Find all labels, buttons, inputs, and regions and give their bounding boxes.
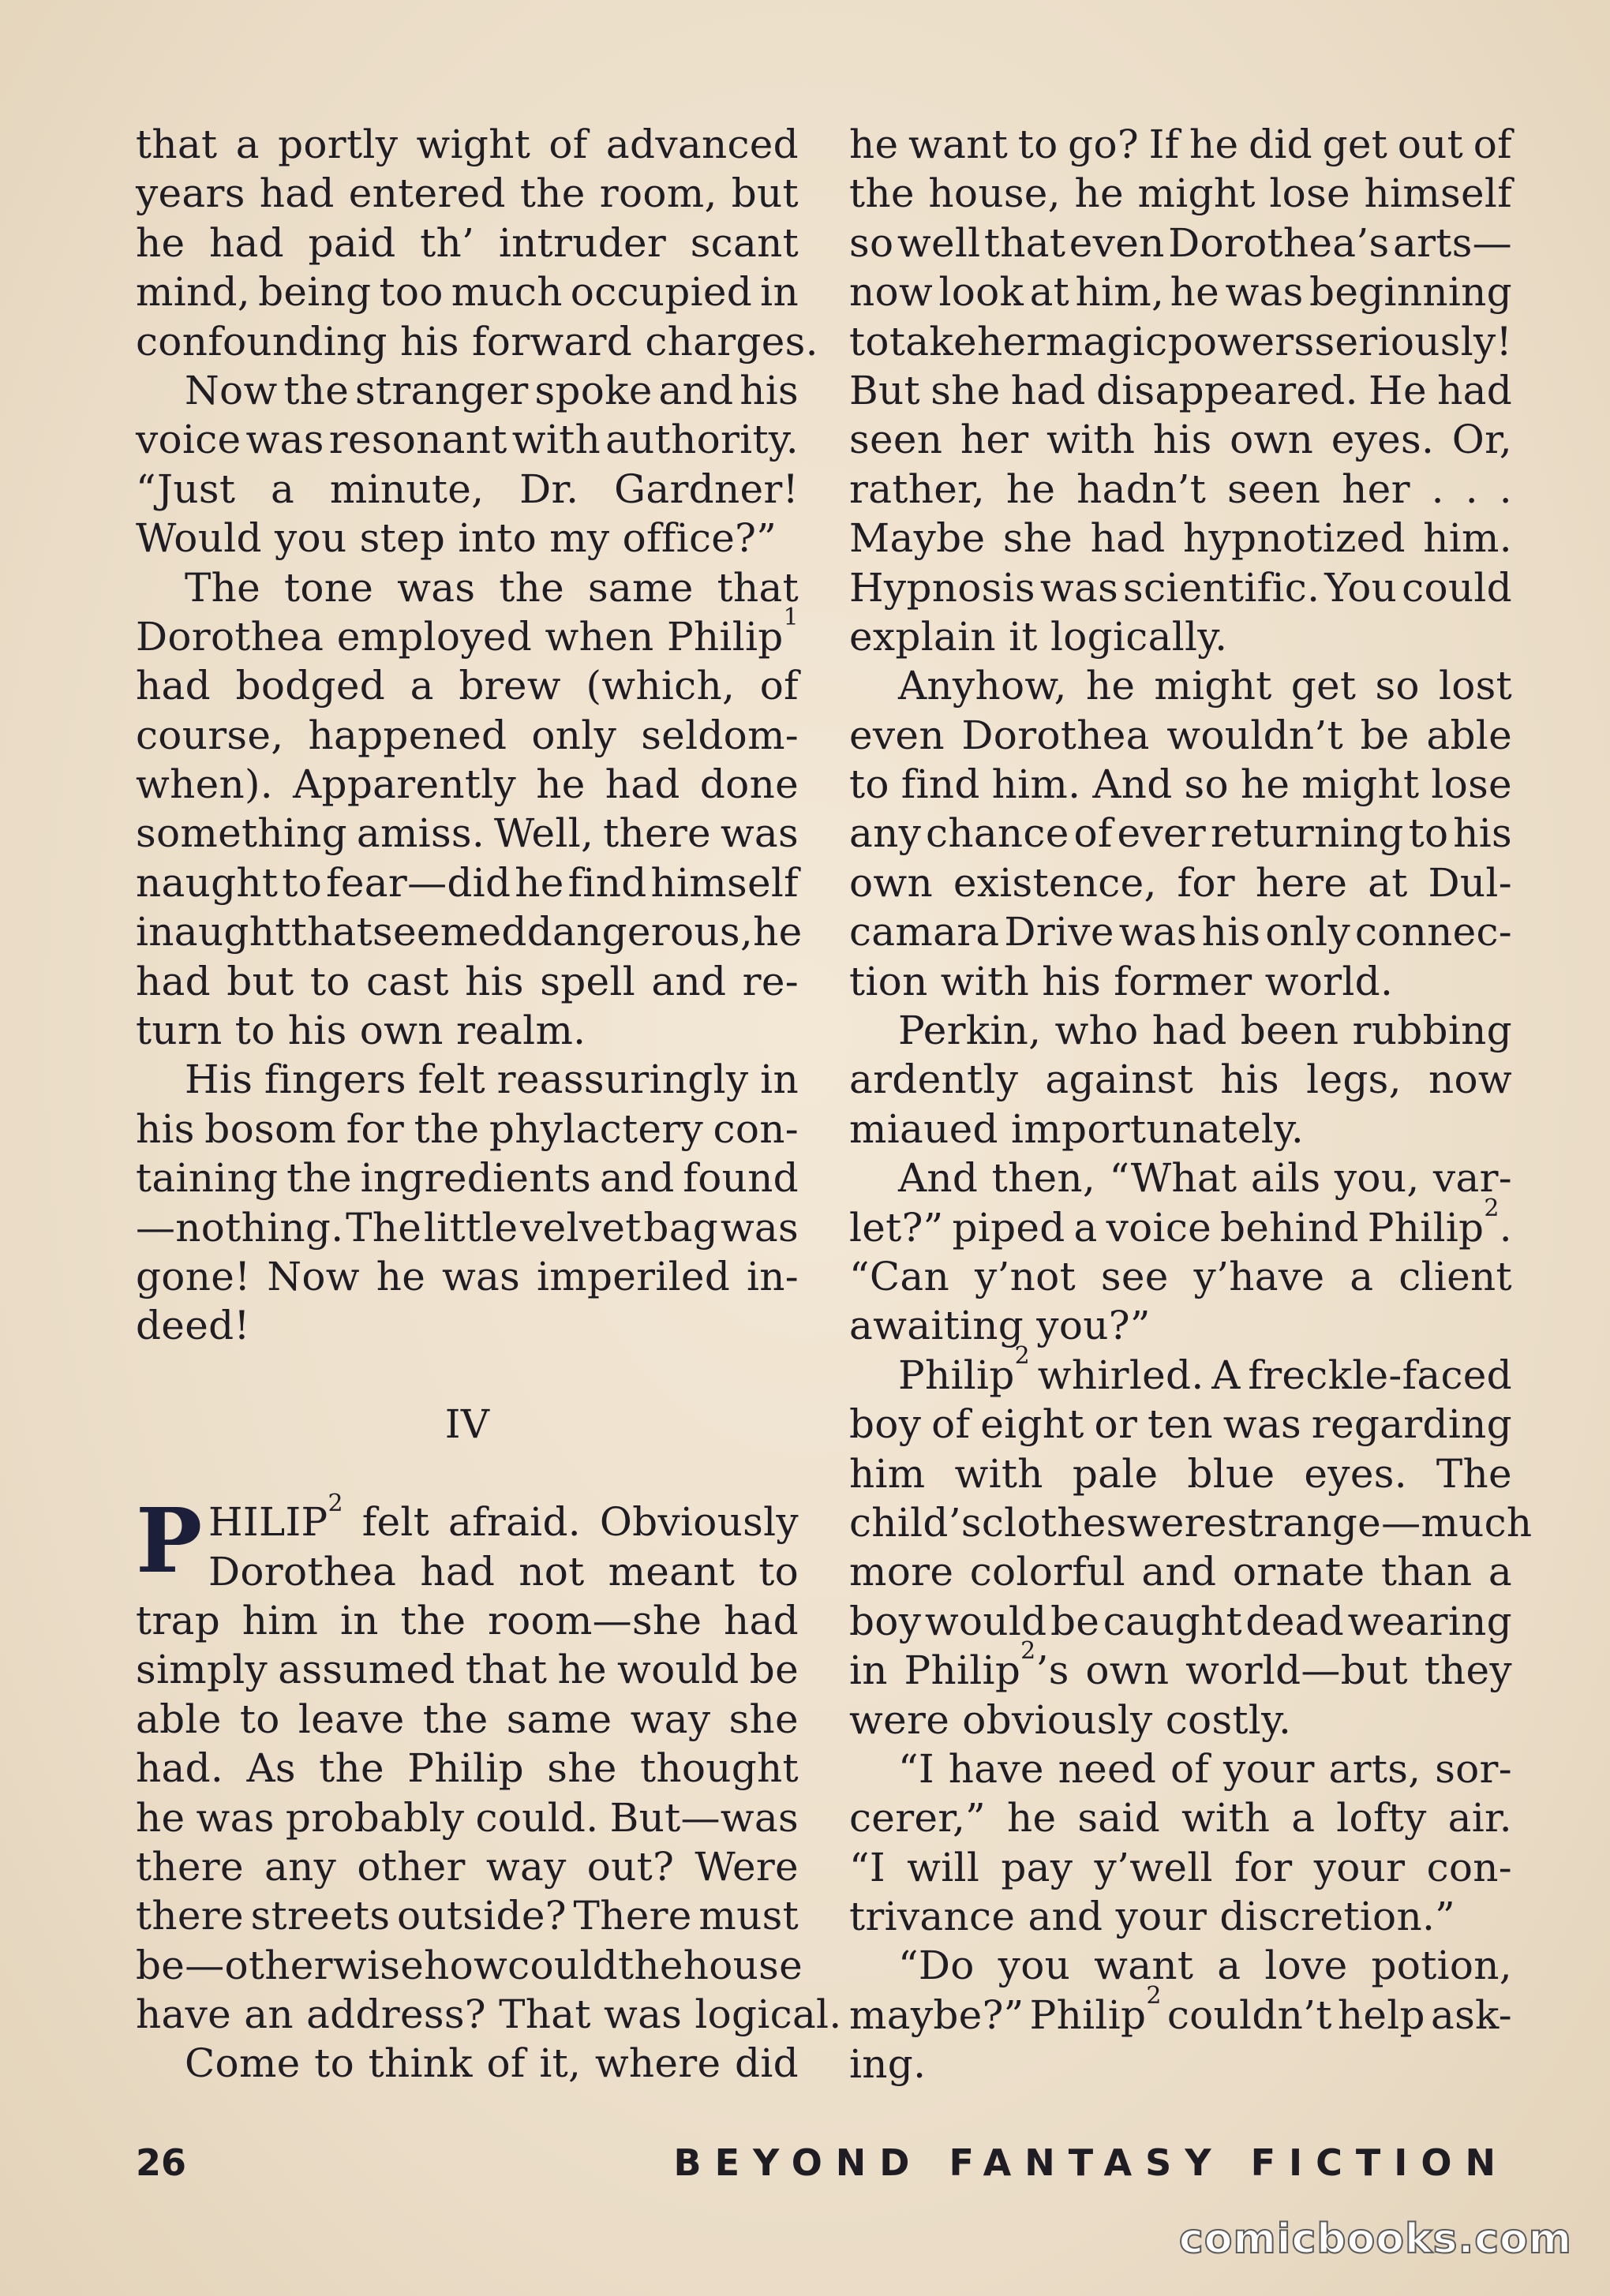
- text-line: Would you step into my office?”: [136, 515, 777, 562]
- text-line: years had entered the room, but: [136, 170, 799, 217]
- text-line: that a portly wight of advanced: [136, 122, 799, 167]
- text-line: had. As the Philip she thought: [136, 1745, 799, 1792]
- text-line: Hypnosis was scientific. You could: [849, 564, 1512, 611]
- text-line: awaiting you?”: [849, 1303, 1151, 1349]
- text-line: mind, being too much occupied in: [136, 269, 799, 316]
- right-column: [849, 120, 1533, 2089]
- text-line: when). Apparently he had done: [136, 761, 799, 808]
- text-line: deed!: [136, 1303, 250, 1349]
- spacer: [136, 1351, 799, 1400]
- text-line: trivance and your discretion.”: [849, 1894, 1456, 1940]
- text-line: turn to his own realm.: [136, 1008, 586, 1054]
- text-line: have an address? That was logical.: [136, 1991, 842, 2038]
- text-line: were obviously costly.: [849, 1696, 1292, 1743]
- text-line: him with pale blue eyes. The: [849, 1450, 1512, 1497]
- text-line: the house, he might lose himself: [849, 170, 1512, 217]
- drop-cap: P: [136, 1490, 203, 1594]
- page-number: 26: [136, 2141, 187, 2184]
- text-line: confounding his forward charges.: [136, 318, 818, 365]
- text-line: able to leave the same way she: [136, 1696, 799, 1742]
- text-line: be—otherwise how could the house: [136, 1942, 803, 1988]
- text-line: even Dorothea wouldn’t be able: [849, 712, 1512, 758]
- text-line: “Just a minute, Dr. Gardner!: [136, 466, 799, 512]
- text-line: Anyhow, he might get so lost: [898, 663, 1512, 709]
- text-line: now look at him, he was beginning: [849, 269, 1512, 316]
- text-line: Philip$^2$ whirled. A freckle-faced: [898, 1342, 1512, 1398]
- text-line: seen her with his own eyes. Or,: [849, 417, 1512, 463]
- text-line: —nothing. The little velvet bag was: [136, 1204, 799, 1251]
- text-line: naught to fear—did he find himself: [136, 859, 799, 906]
- superscript: 2: [1020, 1637, 1036, 1666]
- text-line: “Do you want a love potion,: [898, 1943, 1512, 1989]
- text-line: boy of eight or ten was regarding: [849, 1401, 1512, 1448]
- text-line: cerer,” he said with a lofty air.: [849, 1795, 1512, 1842]
- text-line: “I will pay y’well for your con-: [849, 1844, 1512, 1890]
- text-line: Now the stranger spoke and his: [185, 367, 799, 413]
- text-line: miaued importunately.: [849, 1105, 1305, 1152]
- text-line: child’s clothes were strange—much: [849, 1499, 1533, 1546]
- superscript: 2: [1146, 1982, 1162, 2010]
- text-line: voice was resonant with authority.: [136, 417, 799, 463]
- text-line: there streets outside? There must: [136, 1893, 799, 1939]
- text-line: he want to go? If he did get out of: [849, 122, 1512, 167]
- text-line: he was probably could. But—was: [136, 1794, 799, 1841]
- text-line: rather, he hadn’t seen her . . .: [849, 466, 1512, 512]
- text-line: in aught that seemed dangerous, he: [136, 909, 803, 955]
- text-line: in Philip$^2$’s own world—but they: [849, 1637, 1512, 1694]
- text-line: Dorothea employed when Philip$^1$: [136, 604, 799, 660]
- text-line: The tone was the same that: [185, 564, 799, 611]
- text-line: so well that even Dorothea’s arts—: [849, 219, 1512, 266]
- chapter-opening: [136, 1489, 799, 1596]
- text-line: to take her magic powers seriously!: [849, 318, 1512, 365]
- text-line: taining the ingredients and found: [136, 1155, 799, 1202]
- text-line: gone! Now he was imperiled in-: [136, 1253, 799, 1299]
- text-line: let?” piped a voice behind Philip$^2$.: [849, 1194, 1512, 1251]
- spacer: [136, 1449, 799, 1498]
- text-line: had but to cast his spell and re-: [136, 958, 799, 1004]
- text-line: he had paid th’ intruder scant: [136, 219, 799, 266]
- superscript: 2: [1484, 1194, 1500, 1222]
- text-line: His fingers felt reassuringly in: [185, 1056, 799, 1103]
- text-line: boy would be caught dead wearing: [849, 1598, 1512, 1644]
- text-line: something amiss. Well, there was: [136, 810, 799, 857]
- text-line: And then, “What ails you, var-: [898, 1155, 1512, 1202]
- watermark: comicbooks.com: [1178, 2216, 1572, 2263]
- text-line: to find him. And so he might lose: [849, 761, 1512, 808]
- superscript: 2: [328, 1489, 343, 1517]
- text-line: trap him in the room—she had: [136, 1597, 799, 1643]
- text-line: “Can y’not see y’have a client: [849, 1253, 1512, 1299]
- text-line: “I have need of your arts, sor-: [898, 1745, 1512, 1792]
- text-line: there any other way out? Were: [136, 1843, 799, 1890]
- text-line: own existence, for here at Dul-: [849, 859, 1512, 906]
- magazine-title: BEYOND FANTASY FICTION: [673, 2141, 1509, 2184]
- text-line: But she had disappeared. He had: [849, 367, 1512, 413]
- text-line: camara Drive was his only connec-: [849, 909, 1512, 955]
- left-column: [136, 120, 842, 2088]
- text-line: tion with his former world.: [849, 958, 1394, 1004]
- text-line: simply assumed that he would be: [136, 1647, 799, 1693]
- page-footer: [136, 2141, 1509, 2189]
- superscript: 2: [1014, 1342, 1031, 1370]
- text-line: his bosom for the phylactery con-: [136, 1105, 799, 1152]
- section-heading: IV: [444, 1400, 490, 1447]
- text-line: ardently against his legs, now: [849, 1056, 1512, 1103]
- text-line: explain it logically.: [849, 613, 1228, 660]
- text-line: more colorful and ornate than a: [849, 1549, 1512, 1595]
- text-line: Come to think of it, where did: [185, 2040, 799, 2087]
- superscript: 1: [783, 604, 799, 632]
- text-line: had bodged a brew (which, of: [136, 663, 799, 709]
- text-line: Maybe she had hypnotized him.: [849, 515, 1512, 562]
- text-line: Perkin, who had been rubbing: [898, 1008, 1512, 1054]
- text-line: ing.: [849, 2041, 927, 2088]
- text-line: maybe?” Philip$^2$ couldn’t help ask-: [849, 1982, 1512, 2038]
- text-line: HILIP$^2$ felt afraid. Obviously: [208, 1489, 799, 1546]
- text-line: any chance of ever returning to his: [849, 810, 1512, 857]
- text-line: Dorothea had not meant to: [208, 1548, 799, 1595]
- text-line: course, happened only seldom-: [136, 712, 799, 758]
